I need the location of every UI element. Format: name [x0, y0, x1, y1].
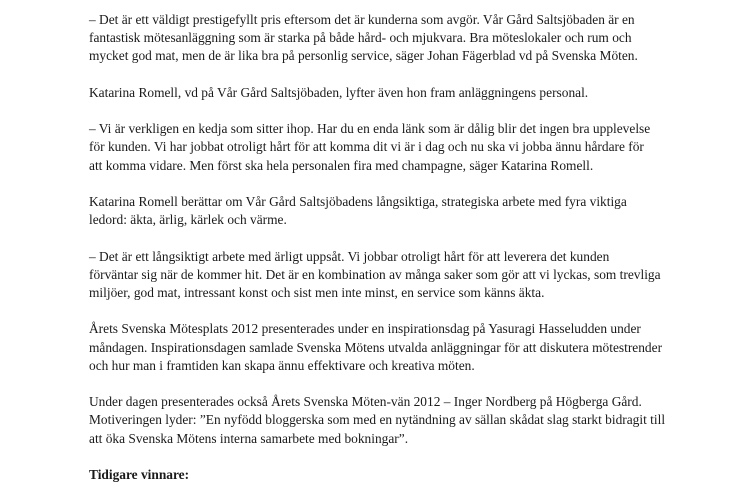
paragraph-motesplats: Årets Svenska Mötesplats 2012 presenterades under en inspirationsdag på Yasuragi Hasseludden under måndagen. Inspirationsdagen samlade Svenska Mötens utvalda anläggningar för att diskutera mötestrender och hur man i framtiden kan skapa ännu effektivare och kreativa möten.	[89, 321, 663, 373]
paragraph-spacer	[89, 66, 689, 84]
paragraph-quote-katarina: – Vi är verkligen en kedja som sitter ihop. Har du en enda länk som är dålig blir det ingen bra upplevelse för kunden. Vi har jobbat otroligt hårt för att komma dit vi är i dag och nu ska vi jobba ännu hårdare för att komma vidare. Men först ska hela personalen fira med champagne, säger Katarina Romell.	[89, 121, 651, 173]
section-heading-previous-winners: Tidigare vinnare:	[89, 466, 190, 482]
paragraph-quote-johan: – Det är ett väldigt prestigefyllt pris eftersom det är kunderna som avgör. Vår Gård Saltsjöbaden är en fantastisk mötesanläggning som är starka på både hård- och mjukvara. Bra möteslokaler och rum och mycket god mat, men de är lika bra på personlig service, säger Johan Fägerblad vd på Svenska Möten.	[89, 12, 638, 64]
paragraph-spacer	[89, 102, 689, 120]
paragraph-katarina-intro: Katarina Romell, vd på Vår Gård Saltsjöbaden, lyfter även hon fram anläggningens personal.	[89, 84, 589, 100]
paragraph-ledord: Katarina Romell berättar om Vår Gård Saltsjöbadens långsiktiga, strategiska arbete med fyra viktiga ledord: äkta, ärlig, kärlek och värme.	[89, 193, 627, 228]
document-body	[89, 11, 689, 484]
paragraph-quote-longterm: – Det är ett långsiktigt arbete med ärligt uppsåt. Vi jobbar otroligt hårt för att leverera det kunden förväntar sig när de kommer hit. Det är en kombination av många saker som gör att vi lyckas, som trevliga miljöer, god mat, intressant konst och sist men inte minst, en service som känns äkta.	[89, 248, 661, 300]
paragraph-motesvan: Under dagen presenterades också Årets Svenska Möten-vän 2012 – Inger Nordberg på Högberga Gård. Motiveringen lyder: ”En nyfödd bloggerska som med en nytändning av sällan skådat slag starkt bidragit till att öka Svenska Mötens interna samarbete med bokningar”.	[89, 394, 666, 446]
paragraph-spacer	[89, 302, 689, 320]
paragraph-spacer	[89, 229, 689, 247]
paragraph-spacer	[89, 175, 689, 193]
paragraph-spacer	[89, 448, 689, 466]
paragraph-spacer	[89, 375, 689, 393]
